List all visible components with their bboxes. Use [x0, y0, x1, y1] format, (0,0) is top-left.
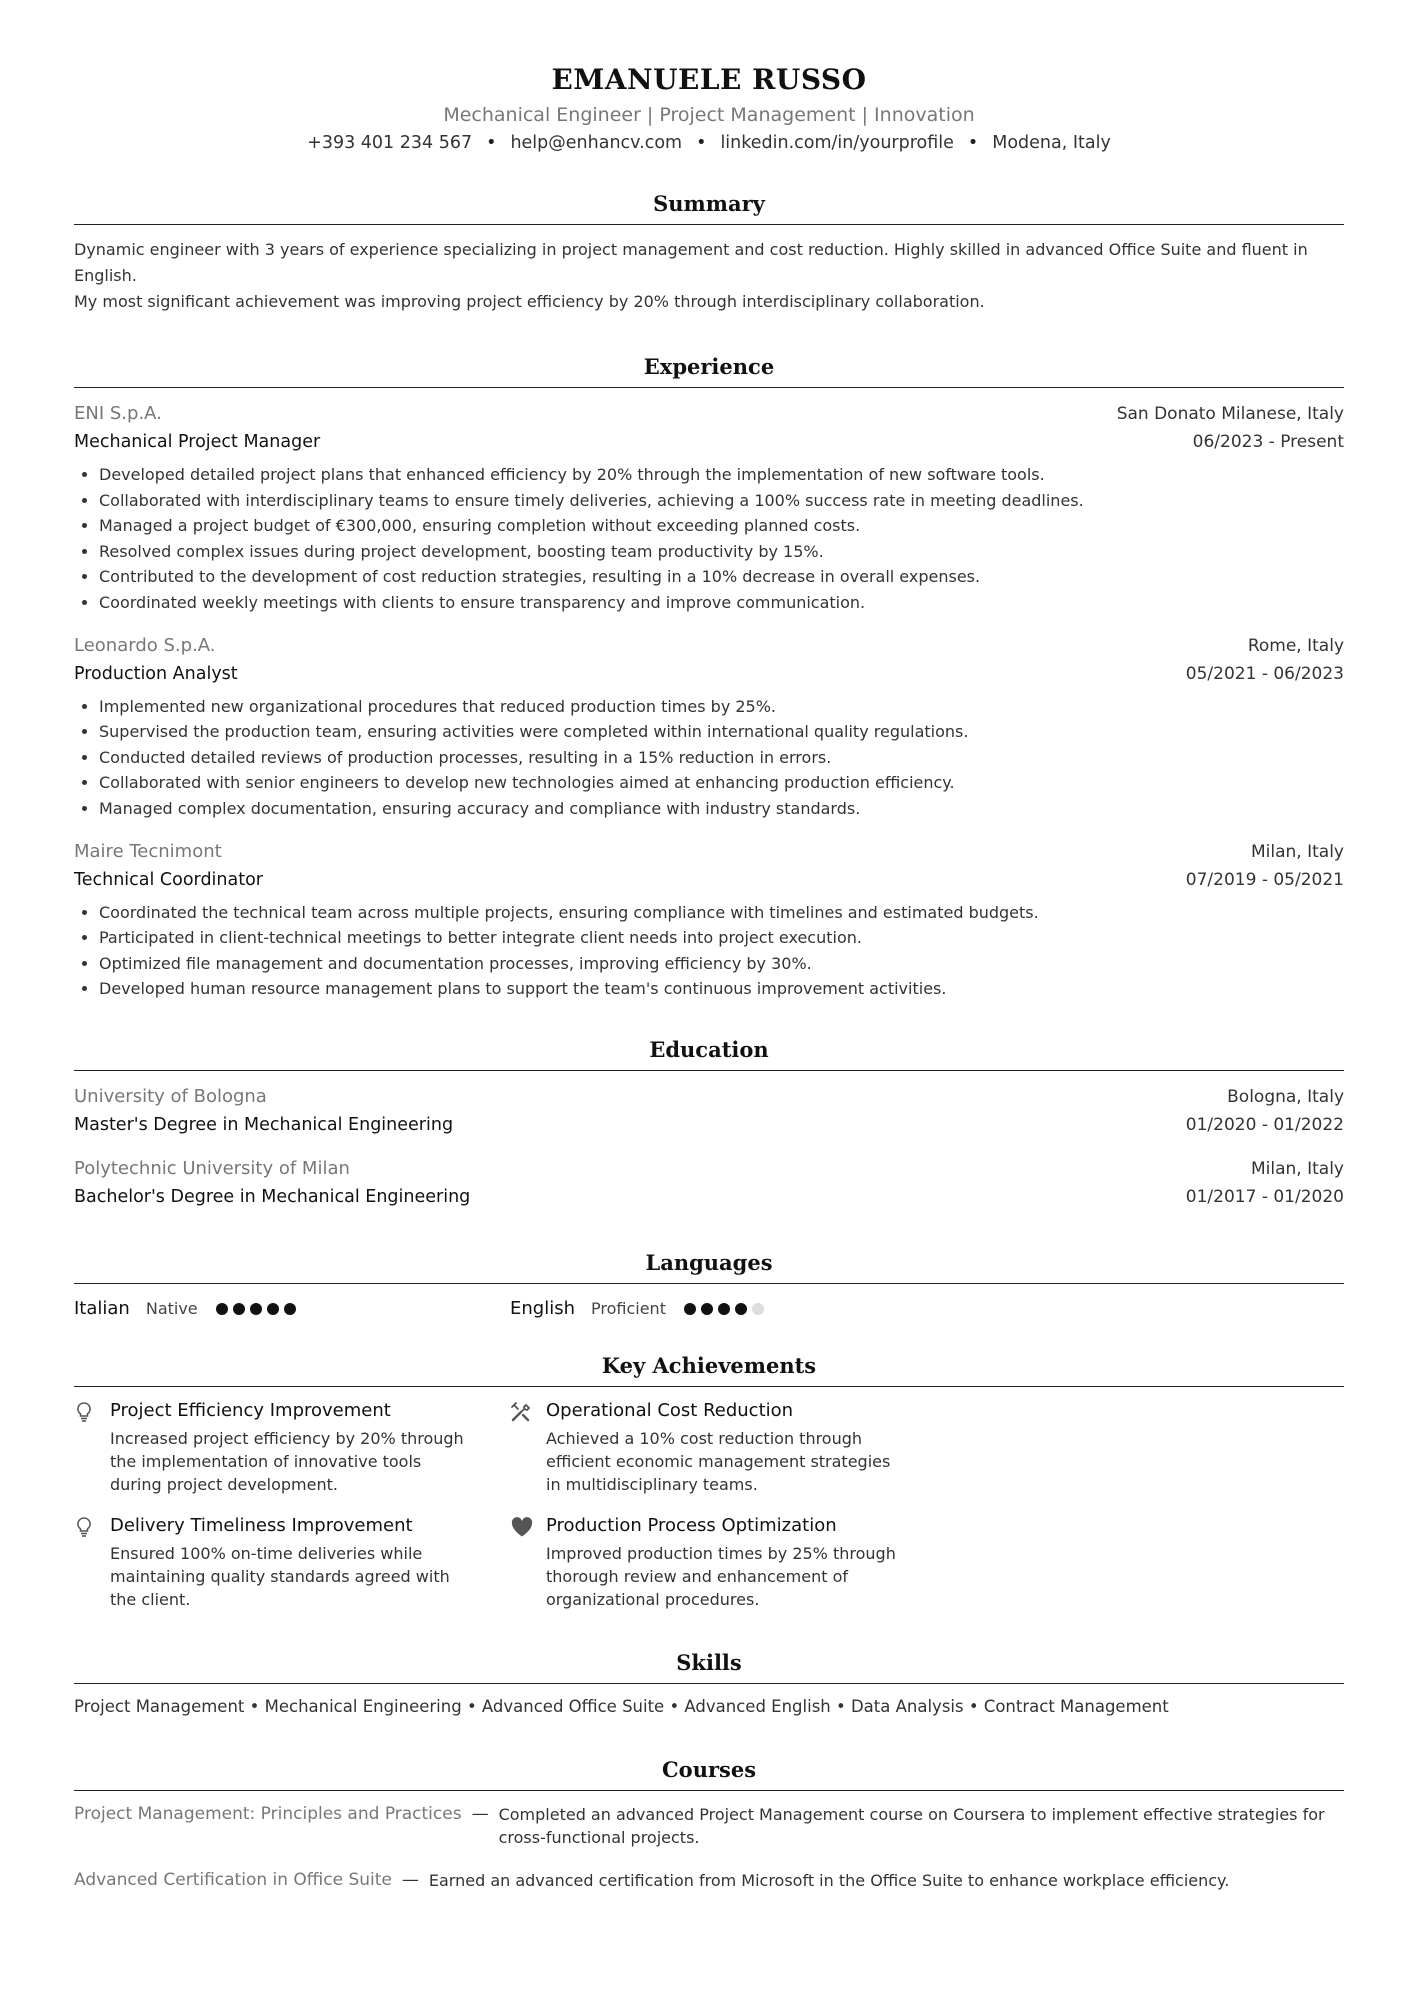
- resume-header: [74, 0, 1344, 156]
- degree: Master's Degree in Mechanical Engineering: [74, 1114, 454, 1135]
- education-section: [74, 1036, 1344, 1211]
- proficiency-dot-filled: [684, 1303, 696, 1315]
- proficiency-dots: [216, 1303, 296, 1315]
- bullet-item: • Supervised the production team, ensuring activities were completed within international quality regulations.: [99, 719, 1344, 745]
- proficiency-dot-filled: [216, 1303, 228, 1315]
- summary-text: [74, 237, 1344, 315]
- section-title: Courses: [74, 1756, 1344, 1791]
- bullet-item: • Developed human resource management plans to support the team's continuous improvement activities.: [99, 976, 1344, 1002]
- proficiency-dot-filled: [701, 1303, 713, 1315]
- linkedin-link[interactable]: linkedin.com/in/yourprofile: [720, 133, 954, 153]
- email-link[interactable]: help@enhancv.com: [510, 133, 683, 153]
- school-location: Bologna, Italy: [1227, 1086, 1344, 1107]
- language-level: Proficient: [591, 1299, 666, 1319]
- course-dash: —: [401, 1869, 419, 1890]
- proficiency-dot-filled: [735, 1303, 747, 1315]
- company-name: Leonardo S.p.A.: [74, 634, 216, 656]
- school-name: University of Bologna: [74, 1085, 267, 1107]
- job-bullets: [74, 694, 1344, 822]
- achievement-item: [510, 1397, 946, 1496]
- experience-entry: [74, 400, 1344, 616]
- job-location: Milan, Italy: [1251, 841, 1344, 862]
- achievement-item: [510, 1512, 946, 1611]
- job-location: San Donato Milanese, Italy: [1116, 404, 1344, 424]
- achievement-title: Project Efficiency Improvement: [110, 1399, 391, 1421]
- course-item: [74, 1803, 1344, 1849]
- skills-section: [74, 1649, 1344, 1720]
- bullet-item: • Coordinated weekly meetings with clients to ensure transparency and improve communication.: [99, 590, 1344, 616]
- separator: •: [967, 133, 979, 153]
- bullet-item: • Coordinated the technical team across multiple projects, ensuring compliance with timelines and estimated budgets.: [99, 900, 1344, 926]
- education-dates: 01/2020 - 01/2022: [1185, 1114, 1344, 1135]
- resume-page: [74, 0, 1344, 1892]
- job-dates: 05/2021 - 06/2023: [1185, 663, 1344, 684]
- courses-section: [74, 1756, 1344, 1892]
- summary-section: [74, 190, 1344, 315]
- company-name: Maire Tecnimont: [74, 840, 222, 862]
- achievement-title: Operational Cost Reduction: [546, 1399, 794, 1421]
- experience-section: [74, 353, 1344, 1002]
- school-location: Milan, Italy: [1251, 1158, 1344, 1179]
- school-name: Polytechnic University of Milan: [74, 1157, 350, 1179]
- section-title: Experience: [74, 353, 1344, 388]
- proficiency-dot-filled: [233, 1303, 245, 1315]
- language-name: Italian: [74, 1298, 130, 1320]
- bullet-item: • Managed a project budget of €300,000, ensuring completion without exceeding planned costs.: [99, 513, 1344, 539]
- course-dash: —: [471, 1803, 489, 1824]
- job-dates: 07/2019 - 05/2021: [1185, 869, 1344, 890]
- bullet-item: • Collaborated with senior engineers to develop new technologies aimed at enhancing production efficiency.: [99, 770, 1344, 796]
- proficiency-dot-filled: [284, 1303, 296, 1315]
- proficiency-dots: [684, 1303, 764, 1315]
- course-desc: Earned an advanced certification from Microsoft in the Office Suite to enhance workplace efficiency.: [428, 1870, 1230, 1890]
- bullet-item: • Managed complex documentation, ensuring accuracy and compliance with industry standards.: [99, 796, 1344, 822]
- summary-line: My most significant achievement was improving project efficiency by 20% through interdisciplinary collaboration.: [74, 292, 985, 311]
- company-name: ENI S.p.A.: [74, 403, 162, 424]
- achievement-item: [74, 1512, 510, 1611]
- education-dates: 01/2017 - 01/2020: [1185, 1186, 1344, 1207]
- phone: +393 401 234 567: [307, 133, 473, 153]
- course-name: Advanced Certification in Office Suite: [74, 1869, 392, 1890]
- education-entry: [74, 1155, 1344, 1211]
- languages-section: [74, 1249, 1344, 1324]
- section-title: Key Achievements: [74, 1352, 1344, 1387]
- course-item: [74, 1869, 1344, 1892]
- experience-entry: [74, 838, 1344, 1002]
- achievement-desc: Ensured 100% on-time deliveries while maintaining quality standards agreed with the client.: [110, 1543, 450, 1609]
- job-title: Mechanical Project Manager: [74, 432, 321, 452]
- bullet-item: • Conducted detailed reviews of production processes, resulting in a 15% reduction in errors.: [99, 745, 1344, 771]
- bullet-item: • Optimized file management and documentation processes, improving efficiency by 30%.: [99, 951, 1344, 977]
- contact-info: [74, 130, 1344, 156]
- job-title: Production Analyst: [74, 663, 238, 684]
- achievements-list: [74, 1397, 1344, 1627]
- proficiency-dot-filled: [267, 1303, 279, 1315]
- bullet-item: • Developed detailed project plans that enhanced efficiency by 20% through the implementation of new software tools.: [99, 462, 1344, 488]
- bullet-item: • Participated in client-technical meetings to better integrate client needs into project execution.: [99, 925, 1344, 951]
- lightbulb-icon: [74, 1397, 110, 1496]
- separator: •: [486, 133, 497, 153]
- degree: Bachelor's Degree in Mechanical Engineering: [74, 1186, 471, 1207]
- achievement-title: Production Process Optimization: [546, 1514, 837, 1536]
- language-level: Native: [145, 1299, 198, 1319]
- section-title: Summary: [74, 190, 1344, 225]
- achievement-title: Delivery Timeliness Improvement: [110, 1514, 413, 1536]
- section-title: Skills: [74, 1649, 1344, 1684]
- proficiency-dot-filled: [718, 1303, 730, 1315]
- course-desc: Completed an advanced Project Management course on Coursera to implement effective strategies for cross-functional projects.: [498, 1804, 1325, 1847]
- achievement-desc: Improved production times by 25% through thorough review and enhancement of organizational procedures.: [546, 1543, 896, 1609]
- language-item: [74, 1298, 510, 1319]
- language-item: [510, 1298, 946, 1319]
- proficiency-dot-empty: [752, 1303, 764, 1315]
- candidate-name: EMANUELE RUSSO: [551, 63, 867, 96]
- bullet-item: • Implemented new organizational procedures that reduced production times by 25%.: [99, 694, 1344, 720]
- job-location: Rome, Italy: [1247, 635, 1344, 656]
- achievements-section: [74, 1352, 1344, 1627]
- skills-list: Project Management • Mechanical Engineering • Advanced Office Suite • Advanced English • Data Analysis • Contract Management: [74, 1696, 1169, 1716]
- job-bullets: [74, 462, 1344, 616]
- education-entry: [74, 1083, 1344, 1139]
- achievement-desc: Increased project efficiency by 20% through the implementation of innovative tools during project development.: [110, 1428, 464, 1494]
- job-bullets: [74, 900, 1344, 1002]
- summary-line: Dynamic engineer with 3 years of experience specializing in project management and cost reduction. Highly skilled in advanced Office Suite and fluent in English.: [74, 240, 1308, 285]
- tools-icon: [510, 1397, 546, 1496]
- separator: •: [696, 133, 707, 153]
- section-title: Languages: [74, 1249, 1344, 1284]
- languages-list: [74, 1294, 1344, 1324]
- job-dates: 06/2023 - Present: [1192, 432, 1344, 452]
- achievement-item: [74, 1397, 510, 1496]
- section-title: Education: [74, 1036, 1344, 1071]
- bullet-item: • Collaborated with interdisciplinary teams to ensure timely deliveries, achieving a 100% success rate in meeting deadlines.: [99, 488, 1344, 514]
- bullet-item: • Resolved complex issues during project development, boosting team productivity by 15%.: [99, 539, 1344, 565]
- heart-icon: [510, 1512, 546, 1611]
- language-name: English: [510, 1298, 575, 1320]
- experience-entry: [74, 632, 1344, 822]
- candidate-title: Mechanical Engineer | Project Management | Innovation: [443, 104, 975, 126]
- achievement-desc: Achieved a 10% cost reduction through efficient economic management strategies in multidisciplinary teams.: [546, 1428, 891, 1494]
- bullet-item: • Contributed to the development of cost reduction strategies, resulting in a 10% decrease in overall expenses.: [99, 564, 1344, 590]
- job-title: Technical Coordinator: [74, 869, 263, 890]
- lightbulb-icon: [74, 1512, 110, 1611]
- course-name: Project Management: Principles and Practices: [74, 1803, 462, 1824]
- proficiency-dot-filled: [250, 1303, 262, 1315]
- location: Modena, Italy: [992, 133, 1111, 153]
